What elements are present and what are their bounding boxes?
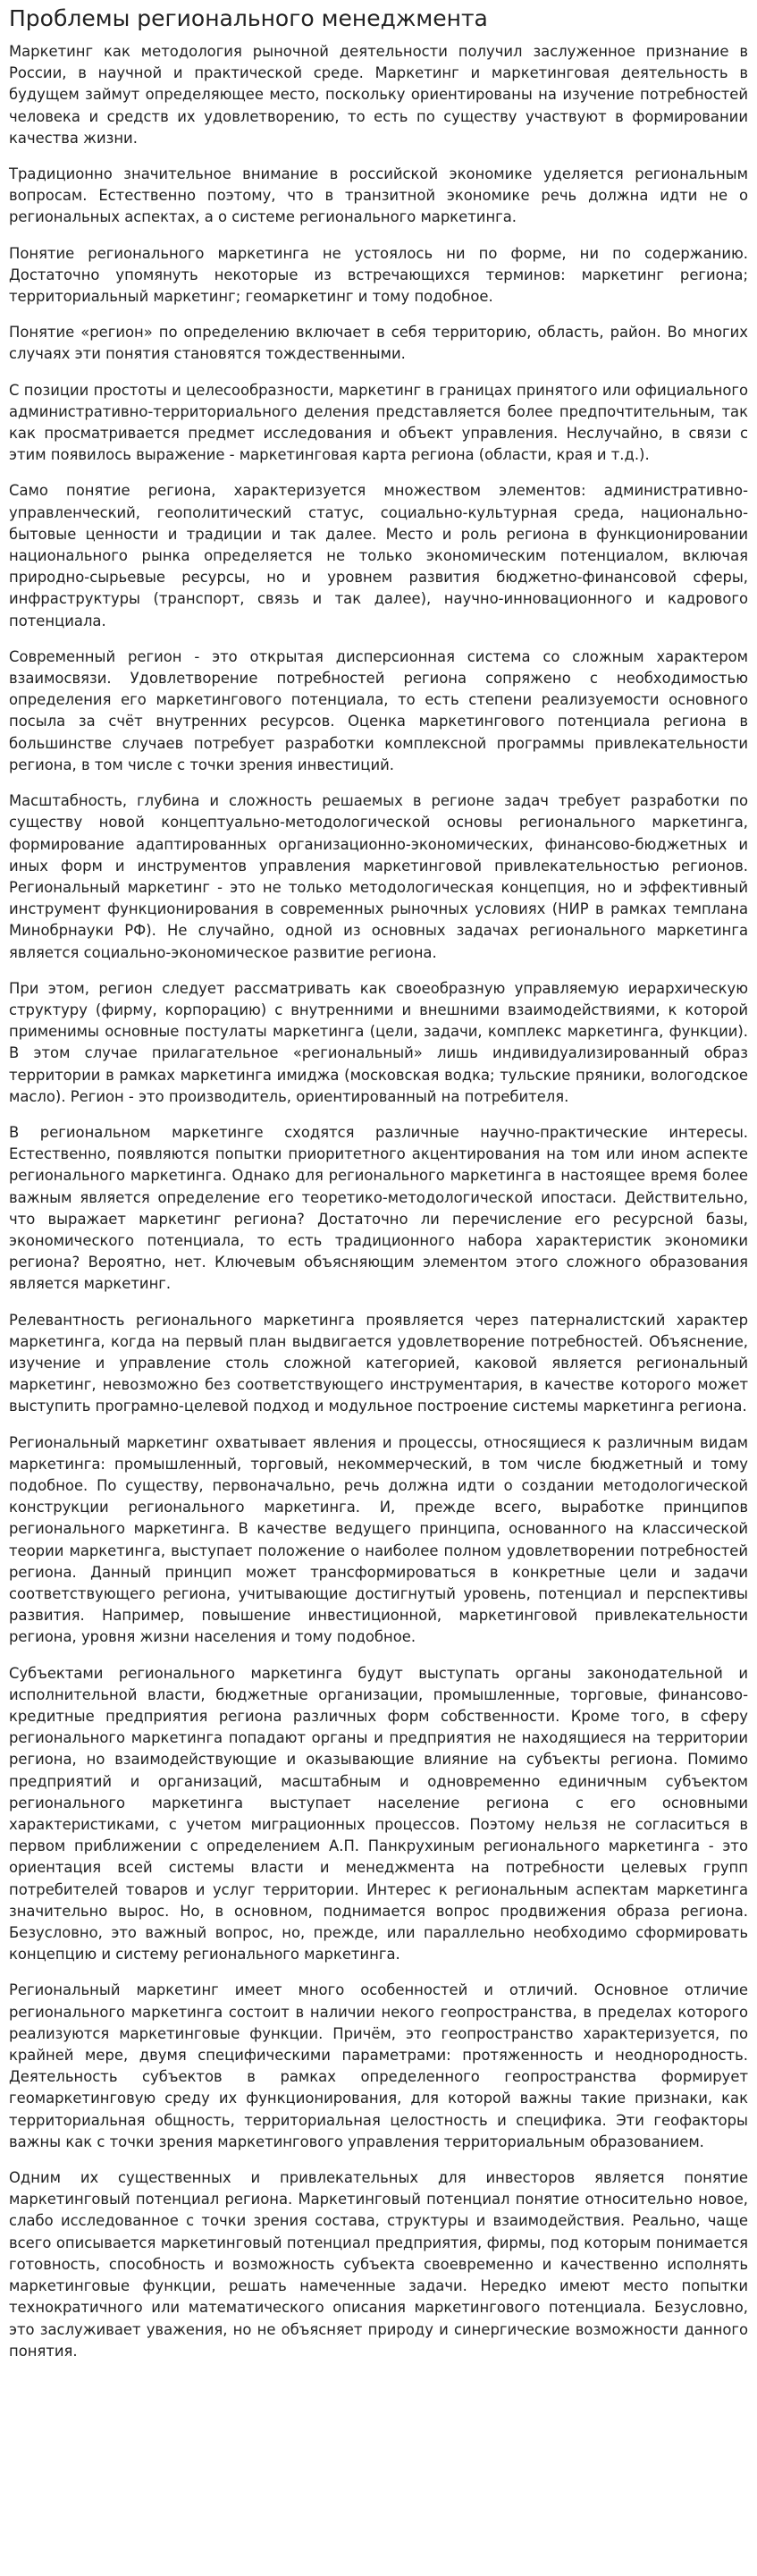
article-paragraph: Релевантность регионального маркетинга проявляется через патерналистский характер маркетинга, когда на первый план выдвигается удовлетворение потребностей. Объяснение, изучение и управление столь сложной категорией, каковой является региональный маркетинг, невозможно без соответствующего инструментария, в качестве которого может выступить програмно-целевой подход и модульное построение системы маркетинга региона.: [9, 1311, 748, 1415]
article-title: Проблемы регионального менеджмента: [9, 5, 488, 31]
article-paragraph: Одним их существенных и привлекательных для инвесторов является понятие маркетинговый потенциал региона. Маркетинговый потенциал понятие относительно новое, слабо исследованное с точки зрения состава, структуры и взаимодействия. Реально, чаще всего описывается маркетинговый потенциал предприятия, фирмы, под которым понимается готовность, способность и возможность субъекта своевременно и качественно исполнять маркетинговые функции, решать намеченные задачи. Нередко имеют место попытки технократичного или математического описания маркетингового потенциала. Безусловно, это заслуживает уважения, но не объясняет природу и синергические возможности данного понятия.: [9, 2169, 748, 2360]
article-paragraph: Региональный маркетинг охватывает явления и процессы, относящиеся к различным видам маркетинга: промышленный, торговый, некоммерческий, в том числе бюджетный и тому подобное. По существу, первоначально, речь должна идти о создании методологической конструкции регионального маркетинга. И, прежде всего, выработке принципов регионального маркетинга. В качестве ведущего принципа, основанного на классической теории маркетинга, выступает положение о наиболее полном удовлетворении потребностей региона. Данный принцип может трансформироваться в конкретные цели и задачи соответствующего региона, учитывающие достигнутый уровень, потенциал и перспективы развития. Например, повышение инвестиционной, маркетинговой привлекательности региона, уровня жизни населения и тому подобное.: [9, 1433, 748, 1646]
article-paragraph: С позиции простоты и целесообразности, маркетинг в границах принятого или официального административно-территориального деления представляется более предпочтительным, так как просматривается предмет исследования и объект управления. Неслучайно, в связи с этим появилось выражение - маркетинговая карта региона (области, края и т.д.).: [9, 381, 748, 464]
article-paragraph: Современный регион - это открытая дисперсионная система со сложным характером взаимосвязи. Удовлетворение потребностей региона сопряжено с необходимостью определения его маркетингового потенциала, то есть степени реализуемости основного посыла за счёт внутренних ресурсов. Оценка маркетингового потенциала региона в большинстве случаев потребует разработки комплексной программы привлекательности региона, в том числе с точки зрения инвестиций.: [9, 647, 748, 773]
article-paragraph: Региональный маркетинг имеет много особенностей и отличий. Основное отличие регионального маркетинга состоит в наличии некого геопространства, в пределах которого реализуются маркетинговые функции. Причём, это геопространство характеризуется, по крайней мере, двумя специфическими параметрами: протяженность и неоднородность. Деятельность субъектов в рамках определенного геопространства формирует геомаркетинговую среду их функционирования, для которой важны такие признаки, как территориальная общность, территориальная целостность и специфика. Эти геофакторы важны как с точки зрения маркетингового управления территориальным образованием.: [9, 1981, 748, 2150]
article-paragraph: Само понятие региона, характеризуется множеством элементов: административно-управленческий, геополитический статус, социально-культурная среда, национально-бытовые ценности и традиции и так далее. Место и роль региона в функционировании национального рынка определяется не только экономическим потенциалом, включая природно-сырьевые ресурсы, но и уровнем развития бюджетно-финансовой сферы, инфраструктуры (транспорт, связь и так далее), научно-инновационного и кадрового потенциала.: [9, 482, 748, 629]
article-paragraph: Понятие регионального маркетинга не устоялось ни по форме, ни по содержанию. Достаточно упомянуть некоторые из встречающихся терминов: маркетинг региона; территориальный маркетинг; геомаркетинг и тому подобное.: [9, 244, 748, 306]
article-paragraph: Субъектами регионального маркетинга будут выступать органы законодательной и исполнительной власти, бюджетные организации, промышленные, торговые, финансово-кредитные предприятия региона различных форм собственности. Кроме того, в сферу регионального маркетинга попадают органы и предприятия не находящиеся на территории региона, но взаимодействующие и оказывающие влияние на субъекты региона. Помимо предприятий и организаций, масштабным и одновременно единичным субъектом регионального маркетинга выступает население региона с его основными характеристиками, с учетом миграционных процессов. Поэтому нельзя не согласиться в первом приближении с определением А.П. Панкрухиным регионального маркетинга - это ориентация всей системы власти и менеджмента на потребности целевых групп потребителей товаров и услуг территории. Интерес к региональным аспектам маркетинга значительно вырос. Но, в основном, поднимается вопрос продвижения образа региона. Безусловно, это важный вопрос, но, прежде, или параллельно необходимо сформировать концепцию и систему регионального маркетинга.: [9, 1664, 748, 1964]
article-paragraph: Понятие «регион» по определению включает в себя территорию, область, район. Во многих случаях эти понятия становятся тождественными.: [9, 324, 748, 363]
article-paragraph: Масштабность, глубина и сложность решаемых в регионе задач требует разработки по существу новой концептуально-методологической основы регионального маркетинга, формирование адаптированных организационно-экономических, финансово-бюджетных и иных форм и инструментов управления маркетинговой привлекательностью регионов. Региональный маркетинг - это не только методологическая концепция, но и эффективный инструмент функционирования в современных рыночных условиях (НИР в рамках темплана Минобрнауки РФ). Не случайно, одной из основных задачах регионального маркетинга является социально-экономическое развитие региона.: [9, 792, 748, 961]
article-paragraph: Маркетинг как методология рыночной деятельности получил заслуженное признание в России, в научной и практической среде. Маркетинг и маркетинговая деятельность в будущем займут определяющее место, поскольку ориентированы на изучение потребностей человека и средств их удовлетворению, то есть по существу участвуют в формировании качества жизни.: [9, 43, 748, 147]
article-paragraph: Традиционно значительное внимание в российской экономике уделяется региональным вопросам. Естественно поэтому, что в транзитной экономике речь должна идти не о региональных аспектах, а о системе регионального маркетинга.: [9, 165, 748, 226]
article-paragraph: При этом, регион следует рассматривать как своеобразную управляемую иерархическую структуру (фирму, корпорацию) с внутренними и внешними взаимодействиями, к которой применимы основные постулаты маркетинга (цели, задачи, комплекс маркетинга, функции). В этом случае прилагательное «региональный» лишь индивидуализированный образ территории в рамках маркетинга имиджа (московская водка; тульские пряники, вологодское масло). Регион - это производитель, ориентированный на потребителя.: [9, 979, 748, 1105]
article-paragraph: В региональном маркетинге сходятся различные научно-практические интересы. Естественно, появляются попытки приоритетного акцентирования на том или ином аспекте регионального маркетинга. Однако для регионального маркетинга в настоящее время более важным является определение его теоретико-методологической ипостаси. Действительно, что выражает маркетинг региона? Достаточно ли перечисление его ресурсной базы, экономического потенциала, то есть традиционного набора характеристик экономики региона? Вероятно, нет. Ключевым объясняющим элементом этого сложного образования является маркетинг.: [9, 1123, 748, 1293]
